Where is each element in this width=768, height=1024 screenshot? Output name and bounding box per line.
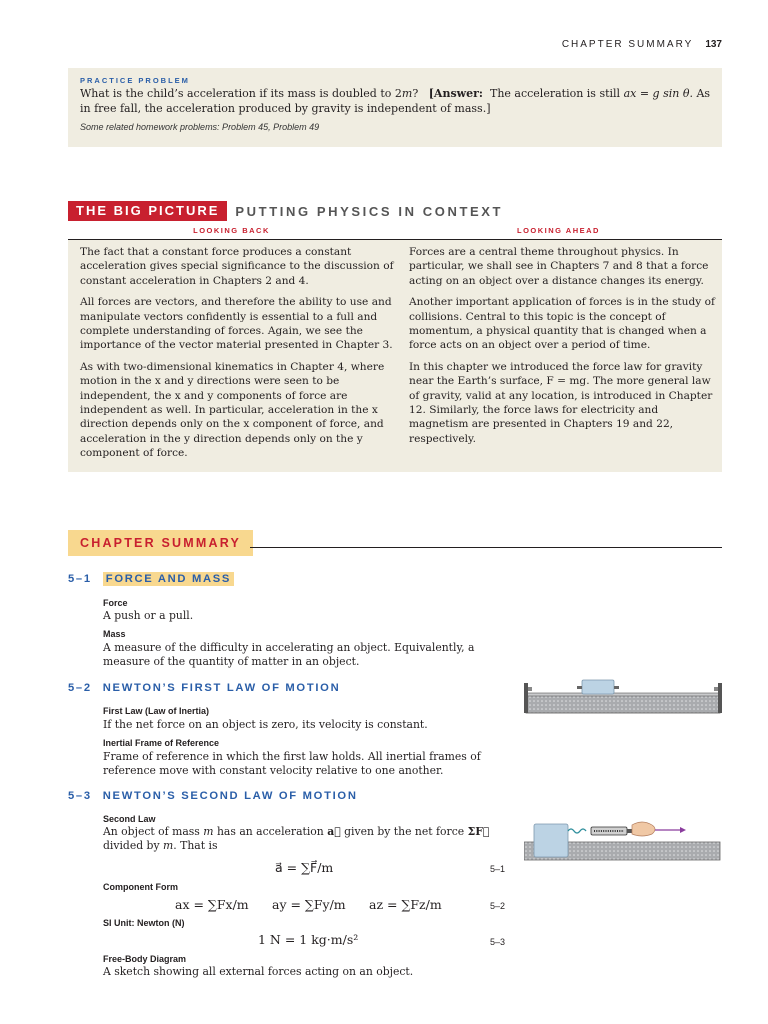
definition-inertial-frame: Frame of reference in which the first law holds. All inertial frames of reference move with constant velocity relative to one another.: [103, 750, 481, 778]
definition-free-body-diagram: A sketch showing all external forces acting on an object.: [103, 965, 414, 978]
looking-ahead-paragraph: Another important application of forces is in the study of collisions. Central to this topic is the concept of momentum, a physical quantity that is changed when a force acts on an object over a period of time.: [409, 296, 715, 352]
big-picture-label: THE BIG PICTURE: [68, 201, 227, 221]
practice-problem-label: PRACTICE PROBLEM: [80, 76, 190, 85]
equation-5-3: 1 N = 1 kg·m/s²: [258, 932, 359, 947]
looking-ahead-paragraph: Forces are a central theme throughout physics. In particular, we shall see in Chapters 7 and 8 that a force acting on an object over a distance changes its energy.: [409, 246, 709, 287]
section-number: 5–1: [68, 573, 92, 585]
second-law-text: . That is: [173, 839, 218, 853]
equation-number: 5–3: [490, 937, 506, 947]
looking-back-paragraph: The fact that a constant force produces a constant acceleration gives special significance to the discussion of constant acceleration in Chapters 2 and 4.: [80, 246, 394, 287]
definition-second-law: [103, 825, 498, 854]
big-picture-column-headers: [68, 226, 722, 240]
definition-force: A push or a pull.: [103, 609, 194, 622]
term-second-law: Second Law: [103, 814, 156, 824]
symbol-net-force: ΣF⃗: [467, 825, 490, 838]
practice-problem-box: [68, 68, 722, 147]
equation-5-2-z: az = ∑Fz/m: [369, 897, 442, 912]
definition-first-law: If the net force on an object is zero, its velocity is constant.: [103, 718, 428, 731]
looking-ahead-header: LOOKING AHEAD: [517, 226, 600, 235]
equation-number: 5–2: [490, 901, 506, 911]
big-picture-heading: [68, 201, 503, 221]
looking-back-paragraph: As with two-dimensional kinematics in Chapter 4, where motion in the x and y directions were seen to be independent, the x and y components of force are independent as well. In particular, acceleration in the x direction depends only on the x component of force, and acceleration in the y direction depends only on the y component of force.: [80, 360, 385, 460]
term-free-body-diagram: Free-Body Diagram: [103, 954, 187, 964]
page-number: 137: [705, 39, 722, 50]
looking-back-column: [68, 240, 395, 472]
equation-5-1: a⃗ = ∑F⃗/m: [275, 860, 334, 875]
section-title: NEWTON’S SECOND LAW OF MOTION: [102, 790, 358, 802]
second-law-text: has an acceleration: [213, 825, 328, 838]
answer-formula: ax = g sin θ: [623, 87, 690, 100]
definition-mass: A measure of the difficulty in accelerating an object. Equivalently, a measure of the quantity of matter in an object.: [103, 641, 475, 669]
section-5-3-heading: [68, 790, 358, 802]
equation-number: 5–1: [490, 864, 506, 874]
big-picture-box: [68, 240, 722, 472]
spring-scale-figure: [524, 817, 722, 865]
term-si-unit: SI Unit: Newton (N): [103, 918, 185, 928]
symbol-a-vector: a⃗: [327, 825, 341, 838]
running-head: [562, 39, 722, 50]
question-m: m: [401, 87, 413, 100]
looking-ahead-column: [395, 240, 722, 472]
looking-back-header: LOOKING BACK: [193, 226, 270, 235]
section-number: 5–3: [68, 790, 92, 802]
second-law-text: An object of mass: [103, 825, 204, 838]
related-problems: Some related homework problems: Problem 45, Problem 49: [80, 122, 320, 132]
equation-5-2-x: ax = ∑Fx/m: [175, 897, 249, 912]
symbol-m: m: [203, 825, 214, 838]
section-5-1-heading: [68, 573, 234, 585]
chapter-summary-rule: [250, 547, 722, 548]
answer-label: [Answer:: [428, 87, 483, 100]
second-law-text: divided by: [103, 839, 164, 853]
looking-ahead-paragraph: In this chapter we introduced the force law for gravity near the Earth’s surface, F = mg. The more general law of gravity, valid at any location, is introduced in Chapter 12. Similarly, the force laws for electricity and magnetism are presented in Chapters 19 and 22, respectively.: [409, 360, 713, 445]
looking-back-paragraph: All forces are vectors, and therefore the ability to use and manipulate vectors confidently is essential to a full and complete understanding of forces. Again, we see the importance of the vector material presented in Chapter 3.: [80, 296, 393, 352]
section-5-2-heading: [68, 682, 340, 694]
term-inertial-frame: Inertial Frame of Reference: [103, 738, 220, 748]
practice-problem-text: [80, 86, 712, 116]
chapter-summary-label: CHAPTER SUMMARY: [68, 530, 253, 556]
air-track-figure: [524, 679, 722, 717]
term-component-form: Component Form: [103, 882, 178, 892]
question-text-1: What is the child’s acceleration if its mass is doubled to 2: [80, 87, 402, 100]
chapter-summary-heading: [68, 530, 722, 556]
question-text-2: ?: [412, 87, 419, 100]
equation-5-2-y: ay = ∑Fy/m: [272, 897, 346, 912]
term-mass: Mass: [103, 629, 126, 639]
symbol-m: m: [163, 839, 174, 853]
second-law-text: given by the net force: [340, 825, 468, 838]
running-head-label: CHAPTER SUMMARY: [561, 39, 694, 50]
term-force: Force: [103, 598, 128, 608]
section-title: FORCE AND MASS: [103, 572, 234, 586]
answer-text-2: . As in free fall, the acceleration produced by gravity is independent of mass.]: [80, 87, 711, 115]
term-first-law: First Law (Law of Inertia): [103, 706, 210, 716]
answer-text-1: The acceleration is still: [489, 87, 624, 100]
section-number: 5–2: [68, 682, 92, 694]
section-title: NEWTON’S FIRST LAW OF MOTION: [102, 682, 341, 694]
big-picture-subtitle: PUTTING PHYSICS IN CONTEXT: [235, 203, 504, 219]
